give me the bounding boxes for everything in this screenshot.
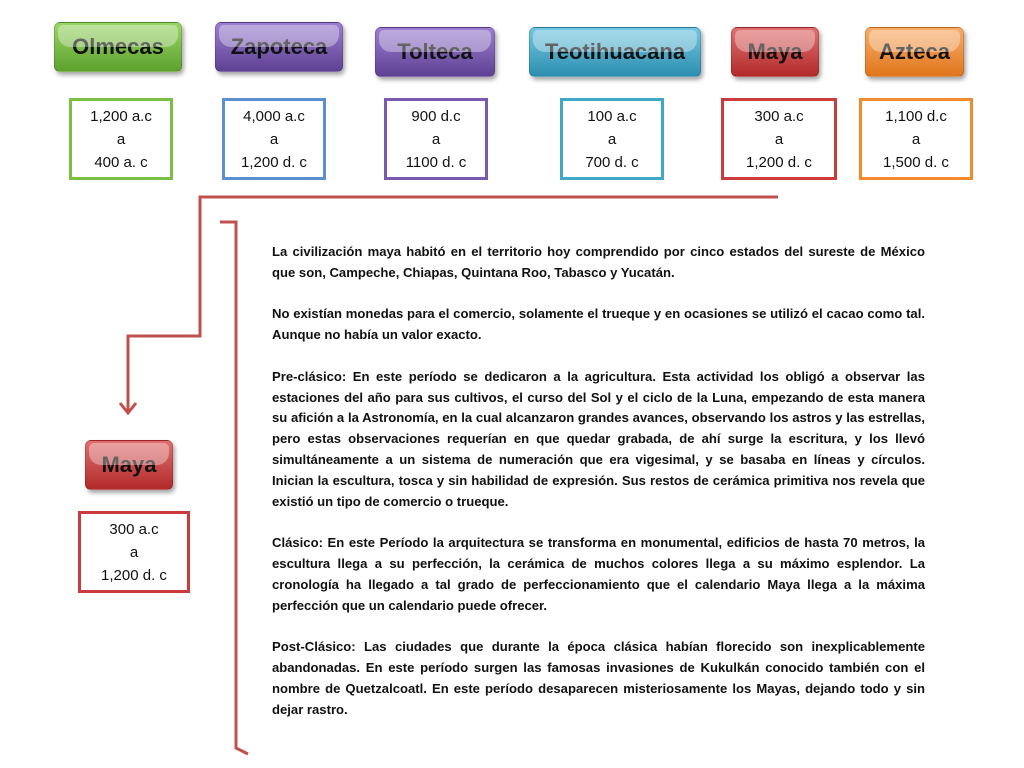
- date-to: 1100 d. c: [405, 153, 467, 171]
- date-sep: a: [269, 130, 279, 148]
- civ-title-label: Tolteca: [397, 39, 473, 64]
- paragraph-preclassic: Pre-clásico: En este período se dedicaron a la agricultura. Esta actividad los obligó a observar las estaciones del año para sus cultivos, el curso del Sol y el ciclo de la Luna, empezando de esta manera su afición a la Astronomía, en la cual alcanzaron grandes avances, observando los astros y las estrellas, pero estas observaciones requerían en que quedar grabada, de ahí surge la escritura, y los llevó simultáneamente a un sistema de numeración que era vigesimal, y se basaba en líneas y círculos. Inician la escultura, tosca y sin habilidad de expresión. Sus restos de cerámica primitiva nos revela que existió un tipo de comercio o trueque.: [272, 368, 925, 509]
- civ-dates-tolteca: [384, 98, 488, 180]
- date-from: 300 a.c: [754, 107, 804, 125]
- date-to: 700 d. c: [585, 153, 639, 171]
- date-sep: a: [116, 130, 126, 148]
- civ-title-zapoteca: [215, 22, 343, 72]
- detail-title-label: Maya: [101, 452, 157, 477]
- text-bracket: [220, 222, 248, 754]
- maya-description: [272, 242, 925, 741]
- paragraph-classic: Clásico: En este Período la arquitectura se transforma en monumental, edificios de hasta 70 metros, la escultura llega a su perfección, la cerámica de muchos colores llega a su máximo esplendor. La cronología ha llegado a tal grado de perfeccionamiento que el calendario Maya llega a la máxima perfección que un calendario puede ofrecer.: [272, 535, 925, 613]
- date-sep: a: [774, 130, 784, 148]
- civ-title-label: Maya: [747, 39, 803, 64]
- date-sep: a: [607, 130, 617, 148]
- date-from: 100 a.c: [587, 107, 637, 125]
- date-sep: a: [431, 130, 441, 148]
- civ-title-label: Zapoteca: [230, 34, 328, 59]
- civ-title-olmecas: [54, 22, 182, 72]
- civ-dates-maya: [721, 98, 837, 180]
- paragraph-territory: La civilización maya habitó en el territorio hoy comprendido por cinco estados del sureste de México que son, Campeche, Chiapas, Quintana Roo, Tabasco y Yucatán.: [272, 244, 925, 280]
- civ-dates-teotihuacana: [560, 98, 664, 180]
- date-to: 1,200 d. c: [241, 153, 307, 171]
- paragraph-postclassic: Post-Clásico: Las ciudades que durante la época clásica habían florecido son inexplicablemente abandonadas. En este período surgen las famosas invasiones de Kukulkán conocido también con el nombre de Quetzalcoatl. En este período desaparecen misteriosamente los Mayas, dejando todo y sin dejar rastro.: [272, 639, 925, 717]
- civ-dates-zapoteca: [222, 98, 326, 180]
- date-from: 1,100 d.c: [885, 107, 947, 125]
- date-to: 1,200 d. c: [746, 153, 812, 171]
- civ-title-label: Teotihuacana: [544, 39, 686, 64]
- date-from: 300 a.c: [109, 520, 159, 538]
- civ-title-azteca: [865, 27, 964, 77]
- civ-title-label: Olmecas: [72, 34, 164, 59]
- date-to: 400 a. c: [94, 153, 148, 171]
- date-from: 1,200 a.c: [90, 107, 152, 125]
- civ-title-maya: [731, 27, 819, 77]
- civ-dates-azteca: [859, 98, 973, 180]
- civ-dates-olmecas: [69, 98, 173, 180]
- date-to: 1,200 d. c: [101, 566, 167, 584]
- civ-title-teotihuacana: [529, 27, 701, 77]
- paragraph-commerce: No existían monedas para el comercio, solamente el trueque y en ocasiones se utilizó el cacao como tal. Aunque no había un valor exacto.: [272, 306, 925, 343]
- civ-title-tolteca: [375, 27, 495, 77]
- date-sep: a: [129, 543, 139, 561]
- detail-title-maya: [85, 440, 173, 490]
- detail-dates-maya: [78, 511, 190, 593]
- date-to: 1,500 d. c: [883, 153, 949, 171]
- date-from: 900 d.c: [411, 107, 461, 125]
- civ-title-label: Azteca: [879, 39, 950, 64]
- date-from: 4,000 a.c: [243, 107, 305, 125]
- date-sep: a: [911, 130, 921, 148]
